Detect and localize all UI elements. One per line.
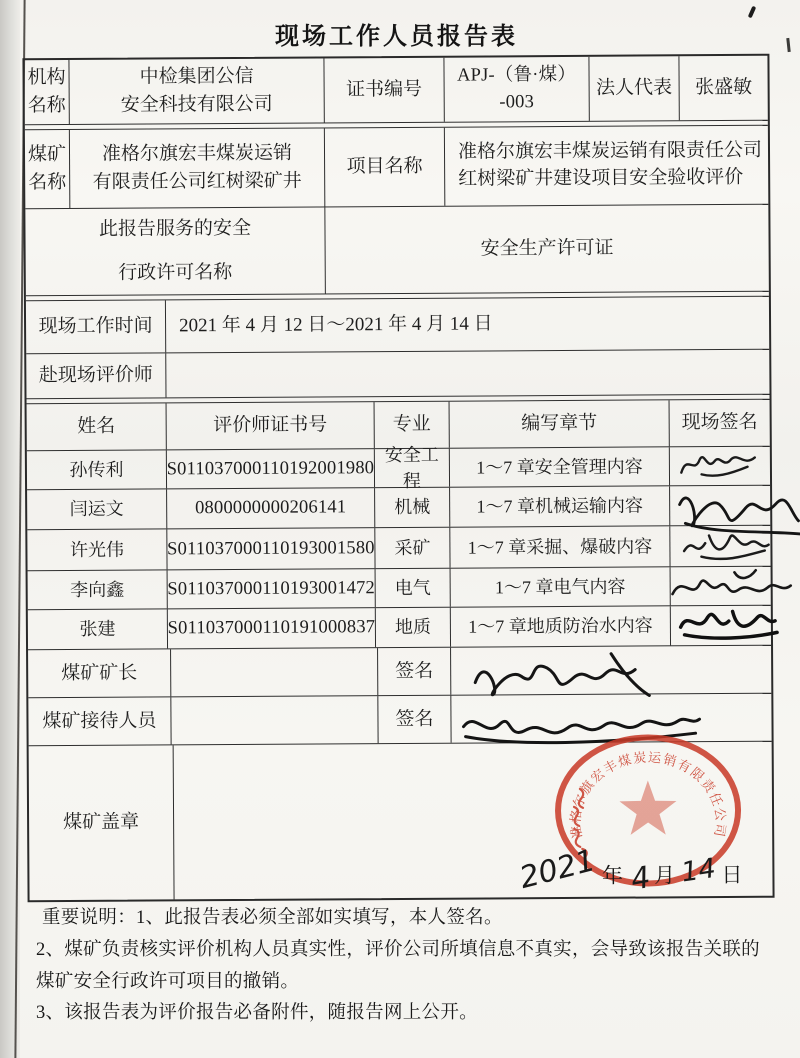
note-1: 重要说明：1、此报告表必须全部如实填写，本人签名。 (42, 908, 503, 928)
evaluator-signature-cell (671, 606, 771, 646)
cert-value-cell (444, 57, 589, 122)
note-2: 2、煤矿负责核实评价机构人员真实性，评价公司所填信息不真实，会导致该报告关联的煤矿安全行政许可项目的撤销。 (36, 939, 760, 992)
evaluator-major-cell: 采矿 (375, 528, 450, 568)
handwritten-signature (673, 602, 781, 647)
date-month: 4 (627, 859, 653, 898)
evaluator-chapters-cell: 1～7 章安全管理内容 (450, 447, 670, 486)
evaluator-name-cell: 张建 (28, 609, 168, 649)
stamp-label-cell (29, 745, 175, 900)
evaluator-cert-cell: 0800000000206141 (167, 488, 375, 528)
evaluator-chapters-cell: 1～7 章电气内容 (451, 567, 671, 606)
mine-chief-empty-cell (171, 648, 378, 696)
legal-rep-label-cell (589, 56, 679, 121)
evaluator-name-cell: 闫运文 (27, 489, 167, 529)
evaluator-major-cell: 安全工程 (375, 449, 450, 487)
onsite-evaluator-label-cell (26, 353, 166, 398)
important-notes (36, 903, 768, 1030)
permit-label-cell (25, 207, 326, 295)
project-label: 项目名称 (346, 156, 423, 178)
report-table (22, 54, 774, 903)
worktime-value: 2021 年 4 月 12 日～2021 年 4 月 14 日 (179, 313, 493, 337)
evaluator-major-cell: 电气 (376, 569, 451, 607)
evaluator-cert-cell: S011037000110193001580 (167, 528, 375, 569)
seal-company-text: 准格尔旗宏丰煤炭运销有限责任公司 (567, 749, 729, 840)
page-title: 现场工作人员报告表 (275, 24, 518, 50)
evaluator-name-cell: 许光伟 (27, 529, 167, 570)
stamp-area-cell (174, 742, 773, 900)
evaluator-cert-cell: S011037000110191000837 (168, 608, 376, 648)
mine-label-cell (25, 130, 70, 208)
receptionist-label: 煤矿接待人员 (42, 710, 157, 732)
evaluator-chapters-cell: 1～7 章采掘、爆破内容 (450, 526, 670, 567)
date-month-suffix: 月 (653, 862, 676, 888)
evaluator-chapters-cell: 1～7 章地质防治水内容 (451, 606, 671, 646)
evaluator-row (27, 444, 770, 491)
header-chapters-cell: 编写章节 (450, 400, 670, 447)
evaluator-cert-cell: S011037000110193001472 (168, 569, 376, 608)
mine-value-cell (70, 128, 325, 208)
permit-value-cell (325, 205, 769, 294)
worktime-label: 现场工作时间 (38, 315, 153, 338)
permit-label: 此报告服务的安全 行政许可名称 (98, 218, 252, 284)
sign-label-cell (378, 696, 451, 743)
mine-label: 煤矿名称 (27, 144, 67, 194)
evaluator-name-cell: 孙传利 (27, 450, 167, 489)
row-onsite-evaluator (26, 350, 769, 400)
mine-chief-label: 煤矿矿长 (61, 662, 138, 684)
date-day-suffix: 日 (721, 862, 743, 887)
date-year: 2021 (516, 842, 600, 896)
evaluator-chapters-cell: 1～7 章机械运输内容 (450, 486, 670, 526)
permit-value: 安全生产许可证 (480, 237, 614, 260)
header-signature-cell: 现场签名 (681, 412, 758, 434)
org-value: 中检集团公信 安全科技有限公司 (120, 66, 273, 116)
scan-artifact (786, 38, 790, 52)
project-value: 准格尔旗宏丰煤炭运销有限责任公司红树梁矿井建设项目安全验收评价 (457, 140, 763, 190)
header-major-cell: 专业 (375, 402, 450, 448)
sign-label: 签名 (395, 660, 434, 682)
row-worktime (26, 297, 769, 355)
org-label-cell (24, 60, 69, 124)
evaluator-cert-cell: S011037000110192001980 (167, 449, 375, 488)
header-cert-cell: 评价师证书号 (167, 402, 375, 449)
evaluator-name-cell: 李向鑫 (28, 570, 168, 609)
legal-rep-label: 法人代表 (596, 77, 673, 100)
org-label: 机构名称 (27, 67, 66, 117)
project-label-cell (325, 128, 445, 207)
evaluator-row (27, 526, 770, 572)
sign-label: 签名 (395, 708, 434, 730)
mine-chief-signature-cell (451, 646, 771, 695)
cert-label-cell (324, 58, 444, 123)
row-organization (24, 56, 767, 126)
worktime-label-cell (26, 300, 166, 353)
row-stamp (29, 742, 773, 901)
evaluator-major-cell: 机械 (375, 488, 450, 527)
evaluator-signature-cell (670, 486, 770, 526)
note-3: 3、该报告表为评价报告必备附件，随报告网上公开。 (36, 1003, 478, 1024)
date-day: 14 (678, 852, 718, 889)
evaluator-major-cell: 地质 (376, 608, 451, 647)
receptionist-label-cell (28, 697, 171, 745)
legal-rep-value-cell (679, 56, 767, 121)
receptionist-empty-cell (171, 696, 378, 744)
row-permit (25, 205, 769, 297)
evaluator-row (27, 486, 770, 531)
header-name-cell: 姓名 (27, 403, 167, 450)
handwritten-date (516, 842, 743, 898)
seal-star (619, 780, 676, 835)
evaluator-signature-cell (671, 567, 771, 606)
date-year-suffix: 年 (601, 863, 624, 888)
onsite-evaluator-label: 赴现场评价师 (38, 364, 153, 387)
legal-rep-value: 张盛敏 (695, 77, 753, 99)
sign-label-cell (378, 648, 451, 695)
mine-value: 准格尔旗宏丰煤炭运销 有限责任公司红树梁矿井 (92, 143, 302, 193)
org-value-cell (69, 58, 324, 124)
cert-value: APJ-（鲁·煤） -003 (456, 65, 577, 113)
row-mine-project (25, 126, 768, 210)
evaluator-row (28, 567, 771, 611)
worktime-value-cell (166, 297, 769, 353)
cert-label: 证书编号 (346, 79, 423, 101)
onsite-evaluator-value-cell (166, 350, 769, 398)
mine-chief-label-cell (28, 649, 171, 697)
project-value-cell (445, 126, 768, 206)
stamp-label: 煤矿盖章 (63, 811, 140, 834)
